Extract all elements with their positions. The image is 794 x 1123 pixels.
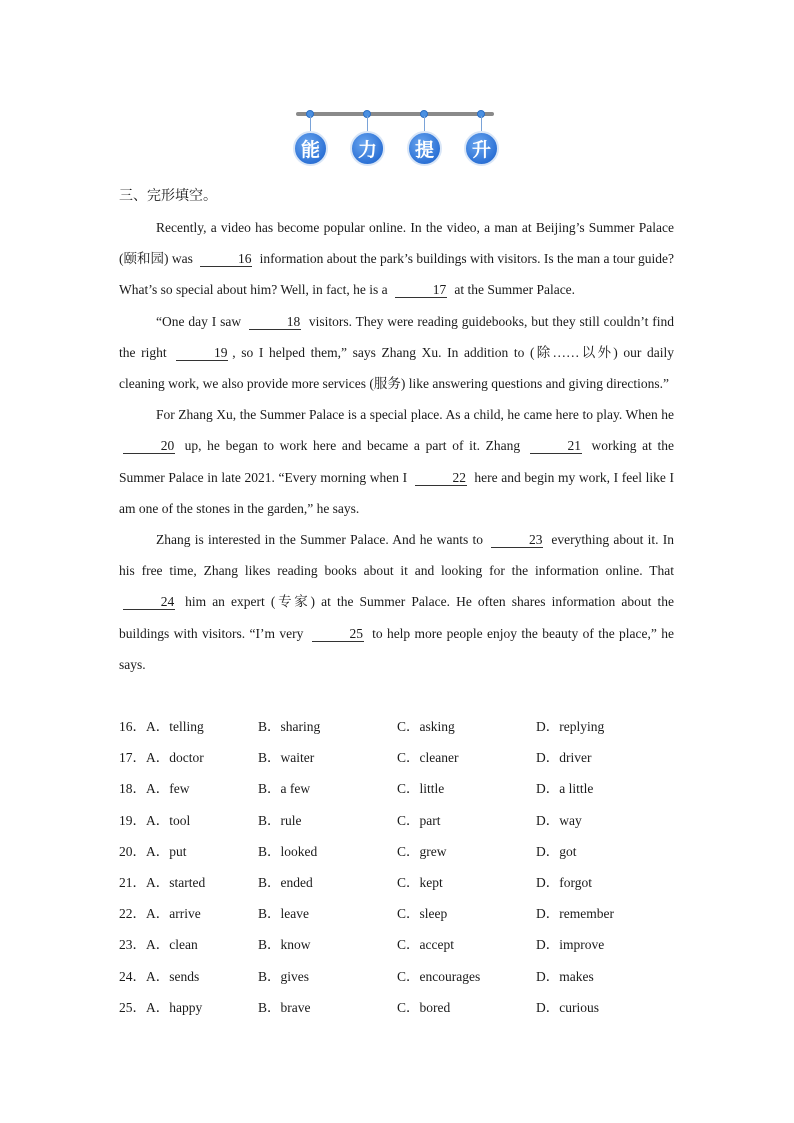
- answer-blank: 23: [491, 532, 543, 548]
- question-option-d: D．driver: [536, 750, 592, 766]
- passage-text: “One day I saw: [156, 313, 245, 329]
- question-row: [119, 992, 679, 1023]
- question-option-c: C．asking: [397, 719, 455, 734]
- question-option-b: B．waiter: [258, 750, 315, 766]
- question-row: [119, 742, 679, 773]
- question-row: [119, 836, 679, 867]
- option-a-text: A．sends: [146, 968, 200, 984]
- answer-blank: 19: [176, 345, 228, 361]
- option-a-text: A．telling: [146, 719, 204, 734]
- banner-char: 能: [293, 131, 328, 166]
- banner-bar: [296, 112, 494, 116]
- question-option-c: C．accept: [397, 937, 454, 953]
- answer-blank: 21: [530, 438, 582, 454]
- cloze-passage: [119, 212, 674, 680]
- question-row: [119, 773, 679, 804]
- question-option-d: D．got: [536, 843, 577, 859]
- question-option-c: C．bored: [397, 999, 451, 1015]
- answer-blank: 17: [395, 282, 447, 298]
- question-option-d: D．improve: [536, 937, 605, 953]
- question-option-d: D．makes: [536, 968, 594, 984]
- passage-text: him an expert (专家) at the Summer Palace. He often shares information about the buildings with visitors. “I’m very: [119, 594, 674, 641]
- question-number: 19．: [119, 812, 146, 828]
- passage-text: , so I helped them,” says Zhang Xu. In addition to (除……以外) our daily cleaning work, we also provide more services (服务) like answering questions and giving directions.”: [119, 344, 674, 392]
- question-row: [119, 805, 679, 836]
- passage-text: For Zhang Xu, the Summer Palace is a special place. As a child, he came here to play. When he: [156, 407, 674, 423]
- option-a-text: A．clean: [146, 937, 198, 953]
- section-title: 三、完形填空。: [119, 188, 217, 204]
- answer-blank: 18: [249, 314, 301, 330]
- question-option-b: B．leave: [258, 906, 309, 922]
- passage-text: up, he began to work here and became a part of it. Zhang: [179, 438, 526, 454]
- question-option-a: [119, 742, 204, 773]
- passage-paragraph-1: [119, 212, 674, 306]
- question-option-a: [119, 867, 205, 898]
- question-option-b: B．looked: [258, 843, 318, 859]
- answer-blank: 25: [312, 626, 364, 642]
- question-option-b: B．a few: [258, 781, 311, 797]
- banner-stem: [310, 116, 311, 131]
- question-option-c: C．little: [397, 781, 445, 797]
- question-option-d: D．a little: [536, 781, 594, 797]
- answer-blank: 24: [123, 594, 175, 610]
- question-option-b: B．sharing: [258, 719, 321, 734]
- question-option-d: D．curious: [536, 999, 599, 1015]
- question-option-b: B．know: [258, 937, 311, 953]
- question-option-c: C．sleep: [397, 906, 448, 922]
- question-options: [119, 711, 679, 1023]
- question-option-d: D．forgot: [536, 874, 592, 890]
- passage-text: everything about it. In his free time, Zhang likes reading books about it and looking for the information online. That: [119, 532, 674, 579]
- option-a-text: A．tool: [146, 812, 191, 828]
- banner-stem: [367, 116, 368, 131]
- question-row: [119, 961, 679, 992]
- section-banner: [292, 110, 496, 172]
- answer-blank: 22: [415, 470, 467, 486]
- question-option-b: B．gives: [258, 968, 310, 984]
- question-option-b: B．brave: [258, 999, 311, 1015]
- question-option-a: [119, 836, 187, 867]
- banner-char: 力: [350, 131, 385, 166]
- passage-text: working at the Summer Palace in late 2021. “Every morning when I: [119, 438, 674, 485]
- question-option-b: B．rule: [258, 812, 302, 828]
- passage-paragraph-2: [119, 306, 674, 400]
- question-number: 23．: [119, 937, 146, 953]
- question-number: 24．: [119, 968, 146, 984]
- question-option-c: C．kept: [397, 874, 443, 890]
- banner-char: 提: [407, 131, 442, 166]
- question-row: [119, 867, 679, 898]
- passage-text: at the Summer Palace.: [450, 282, 576, 298]
- question-option-d: D．way: [536, 812, 582, 828]
- question-option-a: [119, 773, 190, 804]
- passage-text: Zhang is interested in the Summer Palace. And he wants to: [156, 532, 488, 548]
- option-a-text: A．few: [146, 781, 190, 797]
- question-number: 17．: [119, 750, 146, 766]
- question-option-d: D．replying: [536, 719, 605, 734]
- passage-paragraph-4: [119, 524, 674, 680]
- question-option-a: [119, 961, 199, 992]
- question-number: 18．: [119, 781, 146, 797]
- question-row: [119, 929, 679, 960]
- question-option-d: D．remember: [536, 906, 614, 922]
- question-option-a: [119, 929, 198, 960]
- passage-text: to help more people enjoy the beauty of the place,” he says.: [119, 625, 675, 672]
- option-a-text: A．started: [146, 874, 206, 890]
- option-a-text: A．doctor: [146, 750, 204, 766]
- passage-text: Recently, a video has become popular online. In the video, a man at Beijing’s Summer Palace (颐和园) was: [119, 220, 674, 267]
- question-row: [119, 898, 679, 929]
- banner-stem: [481, 116, 482, 131]
- question-number: 25．: [119, 999, 146, 1015]
- question-option-c: C．part: [397, 812, 441, 828]
- option-a-text: A．happy: [146, 999, 203, 1015]
- question-option-c: C．grew: [397, 843, 447, 859]
- question-option-c: C．cleaner: [397, 750, 459, 766]
- answer-blank: 20: [123, 438, 175, 454]
- option-a-text: A．put: [146, 843, 187, 859]
- option-a-text: A．arrive: [146, 906, 201, 922]
- question-option-a: [119, 805, 190, 836]
- question-number: 20．: [119, 843, 146, 859]
- passage-text: here and begin my work, I feel like I am one of the stones in the garden,” he says.: [119, 469, 674, 516]
- passage-text: visitors. They were reading guidebooks, but they still couldn’t find the right: [119, 313, 675, 360]
- question-row: [119, 711, 679, 742]
- question-number: 21．: [119, 874, 146, 890]
- passage-paragraph-3: [119, 399, 674, 524]
- banner-stem: [424, 116, 425, 131]
- question-option-a: [119, 711, 204, 742]
- question-number: 16．: [119, 719, 146, 734]
- question-option-c: C．encourages: [397, 968, 481, 984]
- question-option-a: [119, 898, 201, 929]
- answer-blank: 16: [200, 251, 252, 267]
- question-number: 22．: [119, 906, 146, 922]
- banner-char: 升: [464, 131, 499, 166]
- question-option-b: B．ended: [258, 874, 313, 890]
- question-option-a: [119, 992, 202, 1023]
- passage-text: information about the park’s buildings with visitors. Is the man a tour guide? What’s so special about him? Well, in fact, he is a: [119, 251, 674, 298]
